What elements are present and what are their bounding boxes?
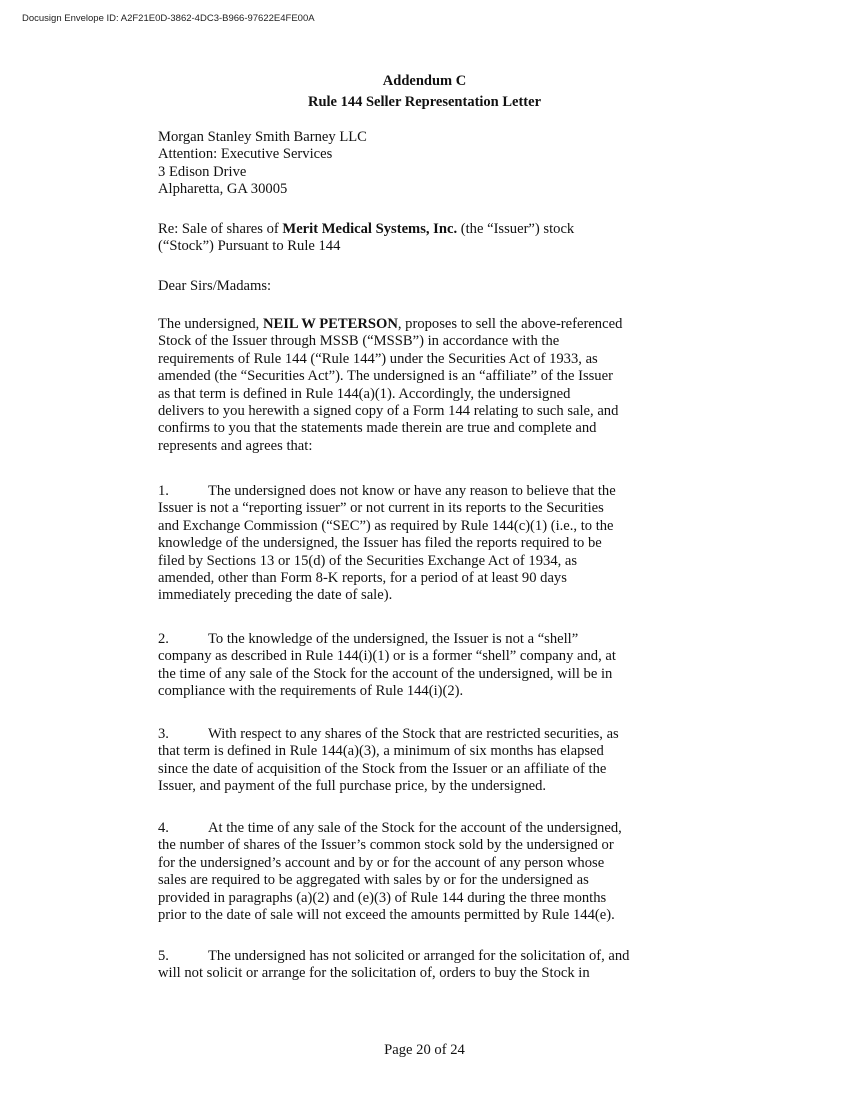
document-title: Addendum C (382, 73, 467, 89)
intro-line: delivers to you herewith a signed copy of a Form 144 relating to such sale, and (158, 403, 619, 420)
document-subtitle: Rule 144 Seller Representation Letter (307, 94, 542, 110)
intro-line: amended (the “Securities Act”). The undersigned is an “affiliate” of the Issuer (158, 368, 613, 385)
representation-item-3 (158, 726, 693, 796)
item-number: 2. (158, 631, 169, 647)
page-number: Page 20 of 24 (384, 1042, 465, 1058)
item-line: the number of shares of the Issuer’s common stock sold by the undersigned or (158, 837, 614, 854)
item-line: To the knowledge of the undersigned, the Issuer is not a “shell” (208, 631, 579, 647)
item-line: that term is defined in Rule 144(a)(3), a minimum of six months has elapsed (158, 743, 604, 760)
seller-name: NEIL W PETERSON (262, 316, 398, 332)
intro-line-1-rest: , proposes to sell the above-referenced (397, 316, 623, 332)
item-line: At the time of any sale of the Stock for the account of the undersigned, (208, 820, 622, 836)
salutation: Dear Sirs/Madams: (158, 278, 272, 294)
intro-line: as that term is defined in Rule 144(a)(1). Accordingly, the undersigned (158, 385, 571, 402)
representation-item-2 (158, 631, 693, 701)
item-number: 1. (158, 483, 169, 499)
item-line: and Exchange Commission (“SEC”) as required by Rule 144(c)(1) (i.e., to the (158, 517, 614, 534)
address-line: Morgan Stanley Smith Barney LLC (158, 129, 367, 145)
representation-item-4 (158, 820, 693, 924)
intro-prefix: The undersigned, (158, 316, 263, 332)
item-line: since the date of acquisition of the Stock from the Issuer or an affiliate of the (158, 760, 607, 777)
item-line: The undersigned has not solicited or arranged for the solicitation of, and (208, 948, 630, 964)
intro-line: confirms to you that the statements made therein are true and complete and (158, 420, 597, 437)
item-line: The undersigned does not know or have any reason to believe that the (208, 483, 616, 499)
representation-item-5 (158, 948, 693, 983)
re-prefix: Re: Sale of shares of (158, 221, 283, 237)
item-number: 5. (158, 948, 169, 964)
re-line-1 (158, 221, 693, 238)
item-line: for the undersigned’s account and by or for the account of any person whose (158, 854, 605, 871)
item-line: Issuer, and payment of the full purchase price, by the undersigned. (158, 778, 547, 795)
re-suffix: (the “Issuer”) stock (457, 221, 575, 237)
intro-line: Stock of the Issuer through MSSB (“MSSB”) in accordance with the (158, 333, 560, 350)
item-line: Issuer is not a “reporting issuer” or not current in its reports to the Securities (158, 500, 604, 517)
representation-item-1 (158, 483, 693, 605)
item-line: immediately preceding the date of sale). (158, 587, 393, 604)
address-line: Alpharetta, GA 30005 (158, 181, 288, 198)
intro-paragraph (158, 316, 693, 455)
item-number: 3. (158, 726, 169, 742)
item-line: sales are required to be aggregated with sales by or for the undersigned as (158, 872, 589, 889)
item-line: prior to the date of sale will not exceed the amounts permitted by Rule 144(e). (158, 907, 615, 924)
item-line: compliance with the requirements of Rule 144(i)(2). (158, 683, 464, 700)
item-number: 4. (158, 820, 169, 836)
intro-line: requirements of Rule 144 (“Rule 144”) under the Securities Act of 1933, as (158, 350, 598, 367)
item-line: filed by Sections 13 or 15(d) of the Securities Exchange Act of 1934, as (158, 552, 578, 569)
address-line: 3 Edison Drive (158, 163, 247, 180)
item-line: With respect to any shares of the Stock that are restricted securities, as (208, 726, 619, 742)
issuer-name: Merit Medical Systems, Inc. (282, 221, 458, 237)
recipient-address (158, 129, 693, 199)
intro-line: represents and agrees that: (158, 437, 313, 454)
re-line-2: (“Stock”) Pursuant to Rule 144 (158, 238, 341, 255)
document-heading (0, 71, 849, 113)
intro-line (158, 316, 693, 333)
item-line: provided in paragraphs (a)(2) and (e)(3) of Rule 144 during the three months (158, 889, 607, 906)
item-line: will not solicit or arrange for the solicitation of, orders to buy the Stock in (158, 965, 590, 982)
item-line: company as described in Rule 144(i)(1) or is a former “shell” company and, at (158, 648, 616, 665)
item-line: amended, other than Form 8-K reports, for a period of at least 90 days (158, 570, 567, 587)
item-line: knowledge of the undersigned, the Issuer has filed the reports required to be (158, 535, 602, 552)
item-line: the time of any sale of the Stock for the account of the undersigned, will be in (158, 665, 613, 682)
re-line (158, 221, 693, 256)
address-line: Attention: Executive Services (158, 146, 333, 163)
docusign-envelope-id: Docusign Envelope ID: A2F21E0D-3862-4DC3-B966-97622E4FE00A (22, 13, 315, 24)
